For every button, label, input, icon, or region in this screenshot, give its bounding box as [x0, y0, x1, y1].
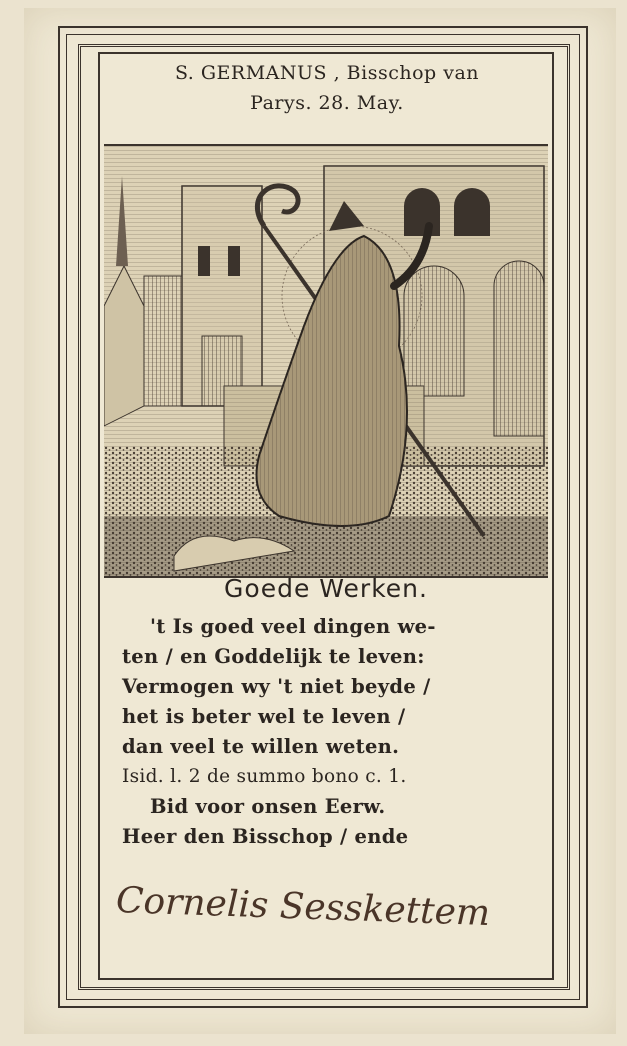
source-citation: Isid. l. 2 de summo bono c. 1. — [122, 766, 407, 787]
verse-line: dan veel te willen weten. — [122, 735, 400, 758]
verse-text — [122, 612, 552, 852]
text-heading: Goede Werken. — [224, 574, 428, 603]
prayer-line: Heer den Bisschop / ende — [122, 825, 409, 848]
verse-line: ten / en Goddelijk te leven: — [122, 645, 425, 668]
title-line-1: S. GERMANUS , Bisschop van — [174, 62, 480, 84]
verse-line: het is beter wel te leven / — [122, 705, 406, 728]
verse-line: Vermogen wy 't niet beyde / — [122, 675, 431, 698]
engraving-illustration — [104, 146, 548, 576]
handwritten-signature: Cornelis Sesskettem — [115, 880, 491, 935]
verse-line: 't Is goed veel dingen we- — [150, 615, 436, 638]
prayer-line: Bid voor onsen Eerw. — [150, 795, 386, 818]
saint-engraving — [104, 144, 548, 578]
card-title — [104, 58, 550, 118]
title-line-2: Parys. 28. May. — [250, 92, 404, 114]
